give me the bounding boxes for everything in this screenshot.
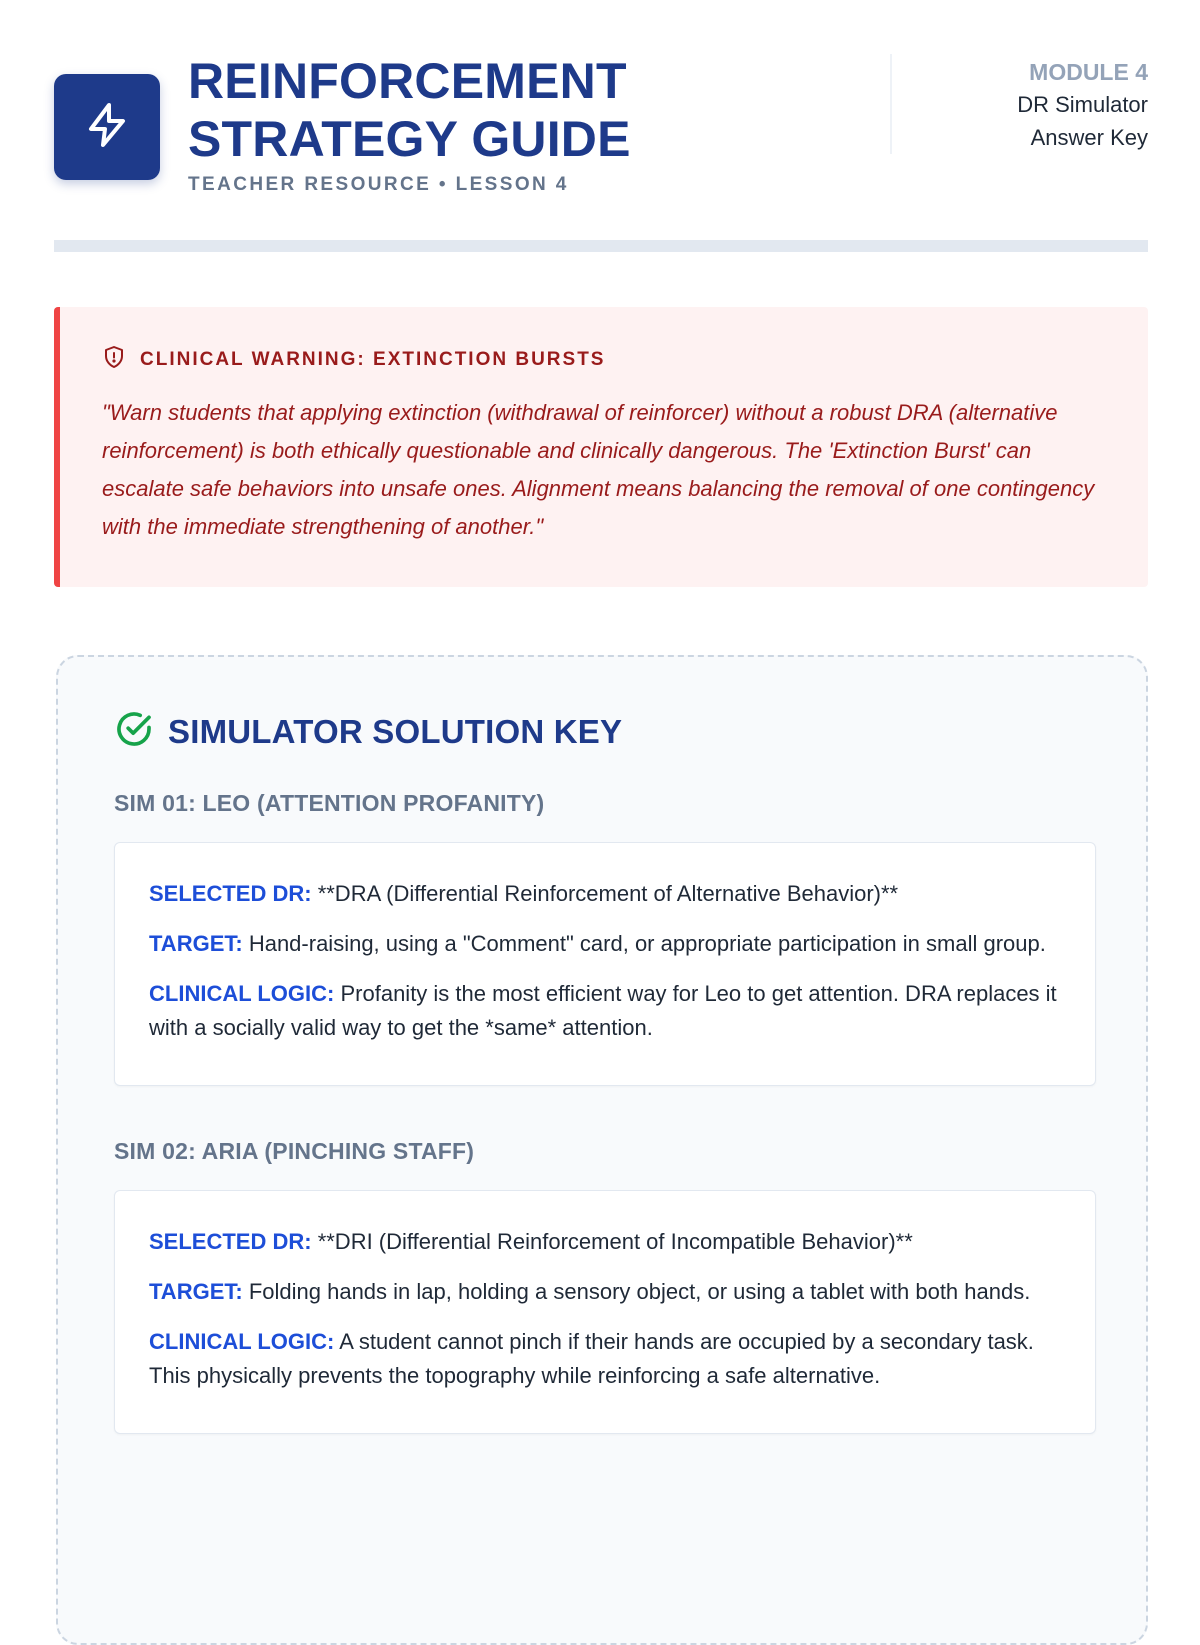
solution-key-panel xyxy=(56,655,1148,1645)
meta-line-1: DR Simulator xyxy=(1017,92,1148,117)
clinical-logic-key: CLINICAL LOGIC: xyxy=(149,981,335,1006)
target-value: Hand-raising, using a "Comment" card, or appropriate participation in small group. xyxy=(248,931,1046,956)
lightning-icon xyxy=(83,101,131,154)
selected-dr-key: SELECTED DR: xyxy=(149,881,312,906)
selected-dr-value: **DRA (Differential Reinforcement of Alternative Behavior)** xyxy=(317,881,899,906)
title-block xyxy=(188,52,631,196)
sim-label-01: SIM 01: LEO (ATTENTION PROFANITY) xyxy=(114,790,545,816)
warning-title: CLINICAL WARNING: EXTINCTION BURSTS xyxy=(140,348,606,370)
target-key: TARGET: xyxy=(149,1279,243,1304)
sim-02-selected xyxy=(149,1225,1061,1259)
warning-quote: "Warn students that applying extinction (withdrawal of reinforcer) without a robust DRA (alternative reinforcement) is both ethically questionable and clinically dangerous. The 'Extinction Burst' can escalate safe behaviors into unsafe ones. Alignment means balancing the removal of one contingency with the immediate strengthening of another." xyxy=(102,400,1095,539)
sim-01-selected xyxy=(149,877,1061,911)
logo xyxy=(54,74,160,180)
module-label: MODULE 4 xyxy=(1029,59,1148,85)
clinical-logic-value: Profanity is the most efficient way for Leo to get attention. DRA replaces it with a socially valid way to get the *same* attention. xyxy=(149,981,1057,1040)
clinical-warning-callout xyxy=(54,307,1148,587)
sim-01-target xyxy=(149,927,1061,961)
shield-alert-icon xyxy=(102,345,126,374)
page-subtitle: TEACHER RESOURCE • LESSON 4 xyxy=(188,174,569,195)
page-title xyxy=(188,52,631,168)
target-key: TARGET: xyxy=(149,931,243,956)
page-title-line-1: REINFORCEMENT xyxy=(188,53,627,109)
header-divider xyxy=(890,54,892,154)
solution-header xyxy=(114,709,1090,754)
module-meta xyxy=(1017,56,1148,154)
target-value: Folding hands in lap, holding a sensory object, or using a tablet with both hands. xyxy=(248,1279,1031,1304)
clinical-logic-value: A student cannot pinch if their hands are occupied by a secondary task. This physically prevents the topography while reinforcing a safe alternative. xyxy=(149,1329,1034,1388)
sim-card-02 xyxy=(114,1190,1096,1434)
sim-02-target xyxy=(149,1275,1061,1309)
sim-card-01 xyxy=(114,842,1096,1086)
header xyxy=(54,52,1148,202)
clinical-logic-key: CLINICAL LOGIC: xyxy=(149,1329,335,1354)
header-rule xyxy=(54,240,1148,252)
selected-dr-key: SELECTED DR: xyxy=(149,1229,312,1254)
meta-line-2: Answer Key xyxy=(1030,125,1148,150)
check-circle-icon xyxy=(114,709,154,754)
solution-title: SIMULATOR SOLUTION KEY xyxy=(168,712,623,750)
sim-label-02: SIM 02: ARIA (PINCHING STAFF) xyxy=(114,1138,475,1164)
spacer xyxy=(114,1086,1090,1124)
selected-dr-value: **DRI (Differential Reinforcement of Incompatible Behavior)** xyxy=(317,1229,913,1254)
sim-02-logic xyxy=(149,1325,1061,1393)
warning-header xyxy=(102,345,1108,374)
sim-01-logic xyxy=(149,977,1061,1045)
page-title-line-2: STRATEGY GUIDE xyxy=(188,111,631,167)
